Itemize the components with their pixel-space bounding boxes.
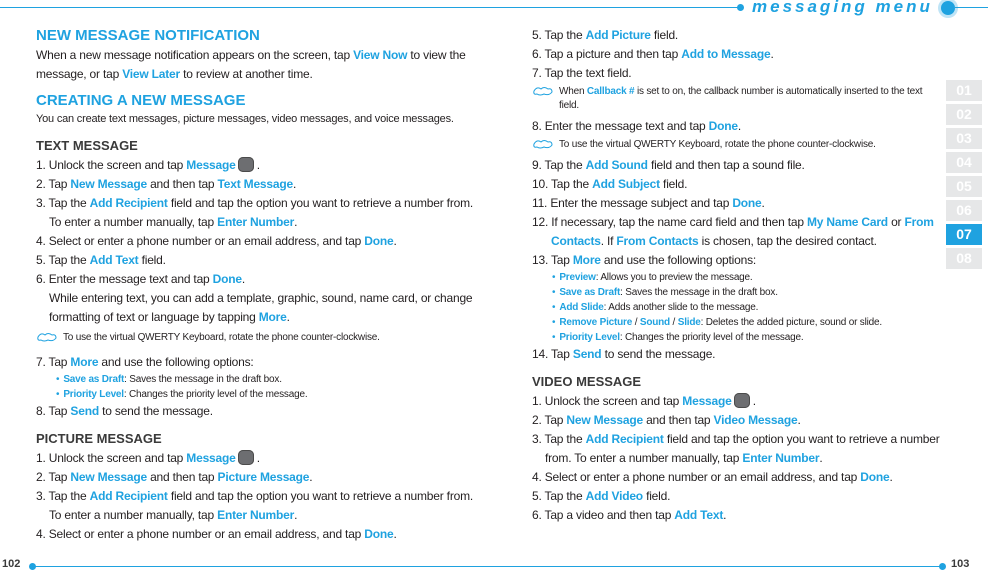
picture-message-steps-9-13 — [532, 156, 942, 270]
option-item — [532, 300, 942, 315]
step-item — [36, 232, 476, 251]
text-run: 2. Tap — [36, 177, 71, 191]
message-app-icon — [238, 157, 254, 172]
step-item — [532, 194, 942, 213]
step-item — [532, 430, 942, 468]
right-column — [532, 26, 942, 525]
text-run: 9. Tap the — [532, 158, 586, 172]
text-run: When — [559, 86, 587, 97]
option-item — [532, 315, 942, 330]
heading-text-message: TEXT MESSAGE — [36, 138, 138, 153]
text-run: 1. Unlock the screen and tap — [532, 394, 683, 408]
picture-message-steps-continued — [532, 26, 942, 83]
text-run: 5. Tap the — [532, 28, 586, 42]
text-run: field. — [642, 489, 671, 503]
option-term: Priority Level — [63, 389, 124, 400]
ui-term: Add Sound — [585, 158, 648, 172]
text-run: 7. Tap the text field. — [532, 66, 632, 80]
text-run: to send the message. — [98, 404, 213, 418]
ui-term: Add Video — [585, 489, 643, 503]
option-text: : Saves the message in the draft box. — [124, 374, 282, 385]
text-run: 5. Tap the — [36, 253, 90, 267]
text-run: . — [294, 508, 298, 522]
text-run: 6. Tap a video and then tap — [532, 508, 675, 522]
step-item — [532, 175, 942, 194]
header-rule-tail — [955, 7, 988, 8]
ui-term: Enter Number — [742, 451, 820, 465]
ui-term: New Message — [70, 177, 147, 191]
text-run: . — [393, 527, 397, 541]
text-run: field. — [138, 253, 166, 267]
step-item — [36, 175, 476, 194]
text-run: field and tap the option you want to retrieve a number from. To enter a number manually, tap — [545, 432, 940, 465]
header-dot — [737, 4, 744, 11]
creating-text: You can create text messages, picture messages, video messages, and voice messages. — [36, 113, 454, 125]
option-item — [532, 285, 942, 300]
option-text: : Adds another slide to the message. — [603, 302, 759, 313]
step-item — [36, 251, 476, 270]
text-run: When a new message notification appears on the screen, tap — [36, 48, 354, 62]
option-term: Preview — [559, 272, 596, 283]
ui-term: Send — [572, 347, 602, 361]
option-item — [532, 330, 942, 345]
text-run: 1. Unlock the screen and tap — [36, 451, 187, 465]
option-item — [36, 372, 476, 387]
note-callback — [532, 85, 942, 113]
step-item — [532, 45, 942, 64]
text-run: and use the following options: — [600, 253, 757, 267]
ui-term: Message — [682, 394, 732, 408]
video-message-steps — [532, 392, 942, 525]
text-run: 6. Tap a picture and then tap — [532, 47, 682, 61]
notification-text — [36, 46, 476, 84]
step-item — [36, 487, 476, 525]
text-run: and then tap — [146, 470, 218, 484]
text-run: field. — [659, 177, 688, 191]
ui-term: Add Recipient — [585, 432, 664, 446]
text-run: 7. Tap — [36, 355, 71, 369]
text-run: 5. Tap the — [532, 489, 586, 503]
text-run: field and tap the option you want to retrieve a number from. To enter a number manually, tap — [49, 196, 474, 229]
note-icon — [532, 138, 554, 150]
ui-term: More — [70, 355, 99, 369]
header-rule — [0, 7, 738, 8]
ui-term: Callback # — [586, 86, 635, 97]
step-item — [532, 64, 942, 83]
chapter-tab-07[interactable]: 07 — [946, 224, 982, 245]
section-title: messaging menu — [752, 0, 933, 16]
ui-term: Add Text — [674, 508, 724, 522]
option-term: Remove Picture — [559, 317, 633, 328]
text-run: and then tap — [146, 177, 218, 191]
option-term: Save as Draft — [63, 374, 125, 385]
text-message-step-7 — [36, 353, 476, 372]
text-run: field and then tap a sound file. — [647, 158, 805, 172]
option-term: Sound — [639, 317, 670, 328]
chapter-tab-02[interactable]: 02 — [946, 104, 982, 125]
text-run: or — [887, 215, 905, 229]
chapter-tab-08[interactable]: 08 — [946, 248, 982, 269]
text-run: 2. Tap — [36, 470, 71, 484]
note-text — [559, 86, 922, 111]
ui-term: Video Message — [713, 413, 798, 427]
ui-term: Done — [364, 527, 394, 541]
text-run: 4. Select or enter a phone number or an email address, and tap — [532, 470, 861, 484]
step-item — [532, 213, 942, 251]
text-run: 11. Enter the message subject and tap — [532, 196, 733, 210]
text-run: . If — [600, 234, 617, 248]
step-item — [532, 392, 942, 411]
step-item — [532, 468, 942, 487]
text-message-step-8 — [36, 402, 476, 421]
picture-message-step-8 — [532, 117, 942, 136]
heading-creating-new-message: CREATING A NEW MESSAGE — [36, 92, 246, 109]
step-item — [36, 270, 476, 289]
text-run: is chosen, tap the desired contact. — [698, 234, 877, 248]
text-run: . — [737, 119, 741, 133]
left-column — [36, 26, 476, 544]
text-run: 4. Select or enter a phone number or an email address, and tap — [36, 234, 365, 248]
chapter-tabs — [946, 80, 982, 272]
text-run: and use the following options: — [98, 355, 254, 369]
step-item — [36, 449, 476, 468]
text-run: 3. Tap the — [36, 489, 90, 503]
text-run: . — [309, 470, 313, 484]
text-run: . — [286, 310, 290, 324]
text-run: 3. Tap the — [36, 196, 90, 210]
option-text: / — [632, 317, 640, 328]
text-run: is set to on, the callback number is automatically inserted to the text field. — [559, 86, 923, 111]
text-run: 12. If necessary, tap the name card field and then tap — [532, 215, 807, 229]
text-run: 1. Unlock the screen and tap — [36, 158, 187, 172]
text-run: to view the message, or tap — [36, 48, 466, 81]
text-run: field and tap the option you want to retrieve a number from. To enter a number manually, tap — [49, 489, 474, 522]
ui-term: More — [572, 253, 601, 267]
note-text: To use the virtual QWERTY Keyboard, rotate the phone counter-clockwise. — [559, 139, 876, 150]
step-item — [36, 194, 476, 232]
option-text: : Changes the priority level of the message. — [123, 389, 308, 400]
text-run: 6. Enter the message text and tap — [36, 272, 213, 286]
footer-rule — [32, 566, 942, 567]
heading-new-message-notification: NEW MESSAGE NOTIFICATION — [36, 27, 260, 44]
ui-term: Picture Message — [217, 470, 310, 484]
option-text: : Saves the message in the draft box. — [620, 287, 778, 298]
option-term: Add Slide — [559, 302, 604, 313]
step-item — [36, 289, 476, 327]
ui-term: New Message — [566, 413, 643, 427]
option-text: : Allows you to preview the message. — [595, 272, 753, 283]
step-item — [532, 506, 942, 525]
note-qwerty — [36, 331, 476, 345]
text-run: 8. Enter the message text and tap — [532, 119, 709, 133]
text-run: and then tap — [642, 413, 714, 427]
picture-message-step-14 — [532, 345, 942, 364]
ui-term: My Name Card — [806, 215, 888, 229]
option-item — [36, 387, 476, 402]
text-run: 10. Tap the — [532, 177, 593, 191]
note-icon — [36, 331, 58, 343]
text-run: 2. Tap — [532, 413, 567, 427]
option-text: : Changes the priority level of the message. — [619, 332, 804, 343]
ui-term: More — [258, 310, 287, 324]
heading-picture-message: PICTURE MESSAGE — [36, 431, 162, 446]
text-run: . — [294, 215, 298, 229]
step-item — [36, 468, 476, 487]
header-orb — [941, 1, 955, 15]
text-run: . — [749, 394, 756, 408]
note-icon — [532, 85, 554, 97]
text-run: . — [819, 451, 823, 465]
ui-term: Done — [732, 196, 762, 210]
ui-term: Done — [860, 470, 890, 484]
ui-term: New Message — [70, 470, 147, 484]
chapter-tab-04[interactable]: 04 — [946, 152, 982, 173]
ui-term: Done — [212, 272, 242, 286]
step-item — [532, 26, 942, 45]
note-text: To use the virtual QWERTY Keyboard, rotate the phone counter-clockwise. — [63, 332, 380, 343]
step-item — [532, 156, 942, 175]
text-run: to review at another time. — [180, 67, 313, 81]
ui-term: Add Picture — [585, 28, 651, 42]
option-term: Save as Draft — [559, 287, 621, 298]
ui-term: Message — [186, 451, 236, 465]
text-run: . — [253, 451, 260, 465]
ui-term: View Later — [122, 67, 180, 81]
ui-term: Message — [186, 158, 236, 172]
step-item — [36, 156, 476, 175]
page-number-right: 103 — [951, 558, 970, 570]
ui-term: Add to Message — [681, 47, 771, 61]
text-run: 13. Tap — [532, 253, 573, 267]
ui-term: Done — [364, 234, 394, 248]
text-run: . — [253, 158, 260, 172]
option-text: : Deletes the added picture, sound or slide. — [700, 317, 882, 328]
option-text: / — [669, 317, 678, 328]
ui-term: Enter Number — [217, 508, 295, 522]
footer-dot-right — [939, 563, 946, 570]
picture-message-steps — [36, 449, 476, 544]
text-run: . — [770, 47, 774, 61]
chapter-tab-01[interactable]: 01 — [946, 80, 982, 101]
ui-term: Add Recipient — [89, 196, 168, 210]
ui-term: From Contacts — [616, 234, 699, 248]
ui-term: Add Subject — [592, 177, 660, 191]
text-run: . — [797, 413, 801, 427]
text-run: . — [393, 234, 397, 248]
page-number-left: 102 — [2, 558, 21, 570]
option-term: Priority Level — [559, 332, 620, 343]
ui-term: From Contacts — [551, 215, 934, 248]
text-run: . — [761, 196, 765, 210]
step-item — [532, 251, 942, 270]
text-run: . — [292, 177, 297, 191]
text-run: . — [889, 470, 893, 484]
picture-message-options — [532, 270, 942, 345]
text-message-options — [36, 372, 476, 402]
chapter-tab-05[interactable]: 05 — [946, 176, 982, 197]
ui-term: Add Recipient — [89, 489, 168, 503]
text-run: . — [241, 272, 245, 286]
text-run: While entering text, you can add a template, graphic, sound, name card, or change formatting of text or language by tapping — [49, 291, 473, 324]
ui-term: View Now — [353, 48, 408, 62]
text-run: . — [723, 508, 727, 522]
message-app-icon — [238, 450, 254, 465]
option-term: Slide — [677, 317, 701, 328]
ui-term: Send — [70, 404, 99, 418]
text-run: 14. Tap — [532, 347, 573, 361]
step-item — [532, 411, 942, 430]
text-run: field. — [650, 28, 679, 42]
ui-term: Done — [708, 119, 738, 133]
chapter-tab-06[interactable]: 06 — [946, 200, 982, 221]
heading-video-message: VIDEO MESSAGE — [532, 374, 642, 389]
ui-term: Enter Number — [217, 215, 295, 229]
text-run: to send the message. — [601, 347, 716, 361]
step-item — [36, 525, 476, 544]
message-app-icon — [734, 393, 750, 408]
text-run: 8. Tap — [36, 404, 71, 418]
text-message-steps — [36, 156, 476, 327]
text-run: 4. Select or enter a phone number or an email address, and tap — [36, 527, 365, 541]
step-item — [532, 487, 942, 506]
chapter-tab-03[interactable]: 03 — [946, 128, 982, 149]
text-run: 3. Tap the — [532, 432, 586, 446]
ui-term: Add Text — [89, 253, 139, 267]
option-item — [532, 270, 942, 285]
note-qwerty — [532, 138, 942, 152]
ui-term: Text Message — [217, 177, 293, 191]
